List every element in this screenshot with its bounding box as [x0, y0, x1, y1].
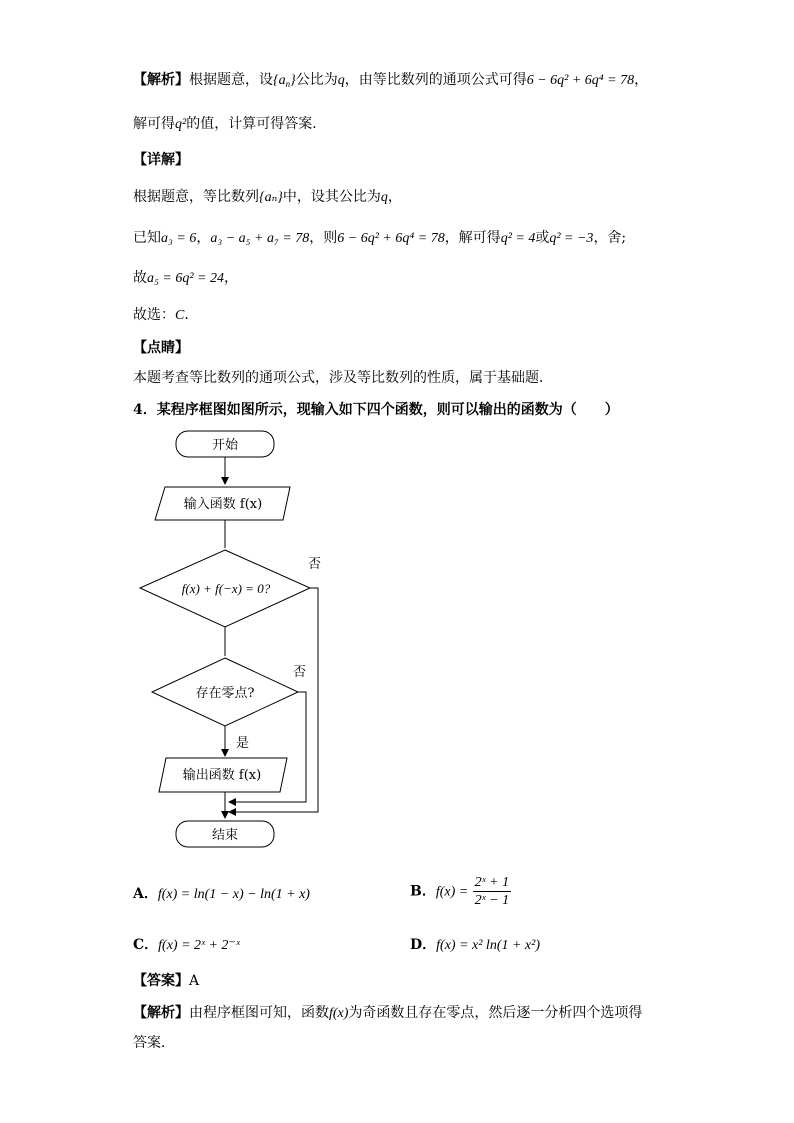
- analysis-paragraph-line-2: [133, 114, 326, 135]
- choice-letter: C: [175, 308, 185, 323]
- question-4-text: 4．某程序框图如图所示，现输入如下四个函数，则可以输出的函数为（ ）: [133, 402, 619, 418]
- text-fragment: ，舍;: [593, 230, 627, 246]
- analysis-paragraph-line-1: [133, 70, 648, 91]
- option-c-expr: f(x) = 2ˣ + 2⁻ˣ: [158, 938, 240, 953]
- equation: q² = −3: [549, 231, 594, 246]
- text-fragment: ，解可得: [444, 230, 501, 246]
- decision-odd-label: f(x) + f(−x) = 0?: [181, 581, 271, 596]
- detail-heading: [133, 150, 189, 170]
- ratio-symbol: q: [380, 190, 388, 205]
- punctuation: ，: [196, 230, 211, 246]
- detail-line-4: [133, 305, 198, 326]
- equation: 6 − 6q² + 6q⁴ = 78: [337, 231, 445, 246]
- no-label-1: 否: [308, 557, 322, 572]
- punctuation: ，: [387, 189, 402, 205]
- function-symbol: f(x): [329, 1006, 349, 1021]
- option-b-fraction: [473, 874, 511, 909]
- option-c-label: C．: [133, 937, 159, 953]
- option-d-label: D．: [410, 937, 437, 953]
- text-fragment: 为奇函数且存在零点，然后逐一分析四个选项得: [348, 1005, 643, 1021]
- text-fragment: 故选：: [133, 307, 175, 323]
- option-a: [133, 883, 310, 903]
- final-analysis-line-1: [133, 1003, 642, 1024]
- program-flowchart: [130, 420, 370, 860]
- text-fragment: ，由等比数列的通项公式可得: [344, 72, 527, 88]
- punctuation: ．: [184, 307, 199, 323]
- equation: q² = 4: [500, 231, 536, 246]
- analysis-tag: 【解析】: [133, 72, 189, 88]
- punctuation: ，: [634, 72, 649, 88]
- input-label: 输入函数 f(x): [183, 497, 263, 512]
- option-d: [410, 934, 540, 954]
- fraction-denominator: 2ˣ − 1: [474, 893, 510, 908]
- answer-line: [133, 971, 199, 991]
- answer-tag: 【答案】: [133, 973, 189, 989]
- analysis-tag-2: 【解析】: [133, 1005, 189, 1021]
- detail-line-2: [133, 228, 626, 249]
- detail-line-1: [133, 187, 402, 208]
- ratio-symbol: q: [337, 73, 345, 88]
- sequence-close: }: [290, 73, 296, 88]
- fraction-numerator: 2ˣ + 1: [474, 875, 510, 890]
- equation: a₃ − a₅ + a₇ = 78: [210, 231, 310, 246]
- text-fragment: 由程序框图可知，函数: [189, 1005, 329, 1021]
- option-d-expr: f(x) = x² ln(1 + x²): [436, 938, 540, 953]
- text-fragment: 或: [535, 230, 550, 246]
- option-b: [410, 874, 511, 909]
- equation: 6 − 6q² + 6q⁴ = 78: [526, 73, 635, 88]
- start-label: 开始: [211, 438, 239, 453]
- output-label: 输出函数 f(x): [182, 768, 262, 783]
- comment-tag: 【点睛】: [133, 340, 189, 356]
- option-c: [133, 934, 240, 954]
- option-a-expr: f(x) = ln(1 − x) − ln(1 + x): [157, 887, 310, 902]
- sequence-symbol: {aₙ}: [259, 190, 283, 205]
- text-fragment: 的值，计算可得答案．: [186, 116, 327, 132]
- punctuation: ，: [223, 270, 238, 286]
- option-a-label: A．: [133, 886, 158, 902]
- no-label-2: 否: [293, 665, 307, 680]
- ratio-squared: q²: [175, 117, 187, 132]
- sequence-symbol: {a: [273, 73, 286, 88]
- text-fragment: 故: [133, 270, 147, 286]
- detail-line-3: [133, 268, 238, 289]
- text-fragment: 解可得: [133, 116, 175, 132]
- comment-heading: [133, 338, 189, 358]
- text-fragment: 已知: [133, 230, 161, 246]
- equation: a₃ = 6: [161, 231, 197, 246]
- equation: a₅ = 6q² = 24: [147, 271, 224, 286]
- final-analysis-line-2: 答案．: [133, 1035, 175, 1051]
- text-fragment: 中，设其公比为: [282, 189, 381, 205]
- answer-value: A: [189, 973, 200, 989]
- text-fragment: 公比为: [295, 72, 338, 88]
- subscript: n: [285, 79, 291, 89]
- option-b-lhs: f(x) =: [435, 884, 469, 900]
- decision-zero-label: 存在零点?: [195, 686, 255, 701]
- text-fragment: ，则: [309, 230, 338, 246]
- text-fragment: 根据题意，设: [189, 72, 273, 88]
- comment-text: 本题考查等比数列的通项公式，涉及等比数列的性质，属于基础题．: [133, 370, 553, 386]
- end-label: 结束: [211, 828, 239, 843]
- text-fragment: 根据题意，等比数列: [133, 189, 259, 205]
- detail-tag: 【详解】: [133, 152, 189, 168]
- option-b-label: B．: [410, 883, 436, 900]
- yes-label: 是: [236, 736, 250, 751]
